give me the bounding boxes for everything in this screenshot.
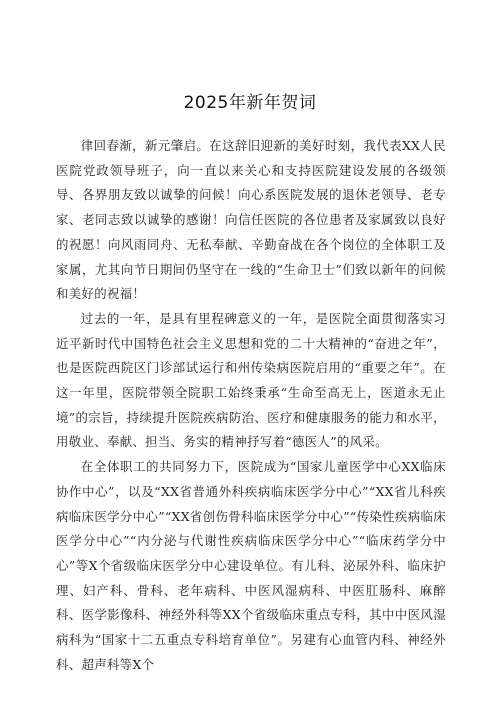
paragraph-achievements: 在全体职工的共同努力下，医院成为“国家儿童医学中心XX临床协作中心”，以及“XX省普通外科疾病临床医学分中心”“XX省儿科疾病临床医学分中心”“XX省创伤骨科临床医学分中心”“传染性疾病临床医学分中心”“内分泌与代谢性疾病临床医学分中心”“临床药学分中心”等X个省级临床医学分中心建设单位。有儿科、泌尿外科、临床护理、妇产科、骨科、老年病科、中医风湿病科、中医肛肠科、麻醉科、医学影像科、神经外科等XX个省级临床重点专科，其中中医风湿病科为“国家十二五重点专科培育单位”。另建有心血管内科、神经外科、超声科等X个	[56, 459, 446, 672]
document-body	[56, 134, 446, 677]
paragraph-review: 过去的一年，是具有里程碑意义的一年，是医院全面贯彻落实习近平新时代中国特色社会主义思想和党的二十大精神的“奋进之年”，也是医院西院区门诊部试运行和州传染病医院启用的“重要之年”。在这一年里，医院带领全院职工始终秉承“生命至高无上，医道永无止境”的宗旨，持续提升医院疾病防治、医疗和健康服务的能力和水平，用敬业、奉献、担当、务实的精神抒写着“德医人”的风采。	[56, 310, 446, 450]
document-title: 2025年新年贺词	[183, 93, 317, 113]
paragraph-greeting: 律回春渐，新元肇启。在这辞旧迎新的美好时刻，我代表XX人民医院党政领导班子，向一直以来关心和支持医院建设发展的各级领导、各界朋友致以诚挚的问候！向心系医院发展的退休老领导、老专家、老同志致以诚挚的感谢！向信任医院的各位患者及家属致以良好的祝愿！向风雨同舟、无私奉献、辛勤奋战在各个岗位的全体职工及家属，尤其向节日期间仍坚守在一线的“生命卫士”们致以新年的问候和美好的祝福！	[56, 138, 446, 302]
